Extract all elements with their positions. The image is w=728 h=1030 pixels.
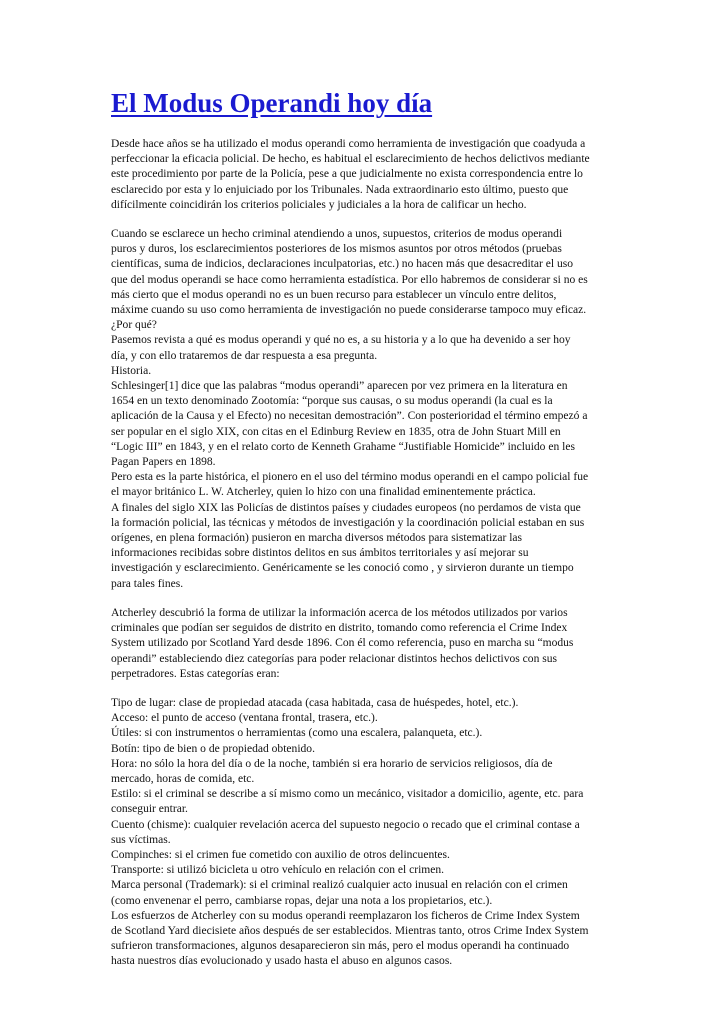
paragraph-gap: [111, 682, 623, 696]
text-line: puros y duros, los esclarecimientos posteriores de los mismos asuntos por otros métodos (pruebas: [111, 243, 562, 256]
text-line: Pagan Papers en 1898.: [111, 456, 216, 469]
text-line: investigación y esclarecimiento. Genéricamente se les conoció como , y sirvieron durante un tiempo: [111, 562, 574, 575]
text-line: Cuando se esclarece un hecho criminal atendiendo a unos, supuestos, criterios de modus operandi: [111, 228, 563, 241]
text-line: sufrieron transformaciones, algunos desaparecieron sin más, pero el modus operandi ha continuado: [111, 940, 570, 953]
text-line: día, y con ello trataremos de dar respuesta a esa pregunta.: [111, 349, 378, 362]
text-line: Cuento (chisme): cualquier revelación acerca del supuesto negocio o recado que el criminal contase a: [111, 818, 580, 831]
paragraph-gap: [111, 592, 623, 606]
text-line: hasta nuestros días evolucionado y usado hasta el abuso en algunos casos.: [111, 955, 453, 968]
text-line: 1654 en un texto denominado Zootomía: “porque sus causas, o su modus operandi (la cual es la: [111, 395, 553, 408]
text-line: Acceso: el punto de acceso (ventana frontal, trasera, etc.).: [111, 712, 378, 725]
text-line: ser popular en el siglo XIX, con citas en el Edinburg Review en 1835, otra de John Stuart Mill en: [111, 425, 561, 438]
text-line: Atcherley descubrió la forma de utilizar la información acerca de los métodos utilizados por varios: [111, 606, 568, 619]
text-line: Hora: no sólo la hora del día o de la noche, también si era horario de servicios religiosos, día de: [111, 757, 553, 770]
text-line: Pasemos revista a qué es modus operandi y qué no es, a su historia y a lo que ha devenido a ser hoy: [111, 334, 571, 347]
text-line: de Scotland Yard diecisiete años después de ser establecidos. Mientras tanto, otros Crime Index System: [111, 924, 589, 937]
text-line: máxime cuando su uso como herramienta de investigación no puede considerarse tampoco muy eficaz.: [111, 304, 587, 317]
text-line: que del modus operandi se hace como herramienta estadística. Por ello habremos de considerar si no es: [111, 273, 588, 286]
text-line: Pero esta es la parte histórica, el pionero en el uso del término modus operandi en el campo policial fue: [111, 471, 589, 484]
text-line: más cierto que el modus operandi no es un buen recurso para establecer un vínculo entre delitos,: [111, 288, 557, 301]
text-line: orígenes, en plena formación) pusieron en marcha diversos métodos para sistematizar las: [111, 532, 523, 545]
document-page: [111, 86, 623, 970]
text-line: perfeccionar la eficacia policial. De hecho, es habitual el esclarecimiento de hechos delictivos mediante: [111, 153, 590, 166]
text-line: A finales del siglo XIX las Policías de distintos países y ciudades europeos (no perdamos de vista que: [111, 501, 581, 514]
text-line: la formación policial, las técnicas y métodos de investigación y la coordinación policial estaban en sus: [111, 516, 585, 529]
document-body: [111, 137, 623, 970]
text-line: Útiles: si con instrumentos o herramientas (como una escalera, palanqueta, etc.).: [111, 727, 483, 740]
text-line: aplicación de la Causa y el Efecto) no necesitan demostración”. Con posterioridad el término empezó a: [111, 410, 588, 423]
text-line: (como envenenar el perro, cambiarse ropas, dejar una nota a los propietarios, etc.).: [111, 894, 493, 907]
text-line: el mayor británico L. W. Atcherley, quien lo hizo con una finalidad eminentemente práctica.: [111, 486, 536, 499]
text-line: conseguir entrar.: [111, 803, 188, 816]
text-line: ¿Por qué?: [111, 319, 157, 332]
text-line: Los esfuerzos de Atcherley con su modus operandi reemplazaron los ficheros de Crime Index System: [111, 909, 580, 922]
text-line: Marca personal (Trademark): si el criminal realizó cualquier acto inusual en relación con el crimen: [111, 879, 568, 892]
text-line: Estilo: si el criminal se describe a sí mismo como un mecánico, visitador a domicilio, agente, etc. para: [111, 788, 584, 801]
paragraph-gap: [111, 213, 623, 227]
text-line: Tipo de lugar: clase de propiedad atacada (casa habitada, casa de huéspedes, hotel, etc.).: [111, 696, 519, 709]
text-line: sus víctimas.: [111, 833, 171, 846]
text-line: difícilmente coincidirán los criterios policiales y judiciales a la hora de calificar un hecho.: [111, 198, 527, 211]
text-line: este procedimiento por parte de la Policía, pese a que judicialmente no exista correspondencia entre lo: [111, 168, 583, 181]
text-line: criminales que podían ser seguidos de distrito en distrito, tomando como referencia el Crime Index: [111, 622, 568, 635]
text-line: Historia.: [111, 364, 152, 377]
text-line: científicas, suma de indicios, declaraciones inculpatorias, etc.) no hacen más que desacreditar el uso: [111, 258, 574, 271]
document-title[interactable]: El Modus Operandi hoy día: [111, 88, 433, 118]
text-line: perpetradores. Estas categorías eran:: [111, 667, 280, 680]
text-line: Schlesinger[1] dice que las palabras “modus operandi” aparecen por vez primera en la literatura en: [111, 380, 568, 393]
text-line: esclarecido por esta y lo enjuiciado por los Tribunales. Nada extraordinario esto último, puesto que: [111, 183, 569, 196]
text-line: para tales fines.: [111, 577, 184, 590]
text-line: Compinches: si el crimen fue cometido con auxilio de otros delincuentes.: [111, 848, 450, 861]
text-line: mercado, horas de comida, etc.: [111, 772, 255, 785]
text-line: informaciones recibidas sobre distintos delitos en sus ámbitos territoriales y así mejorar su: [111, 547, 529, 560]
text-line: Transporte: si utilizó bicicleta u otro vehículo en relación con el crimen.: [111, 864, 445, 877]
text-line: System utilizado por Scotland Yard desde 1896. Con él como referencia, puso en marcha su “modus: [111, 637, 574, 650]
text-line: “Logic III” en 1843, y en el relato corto de Kenneth Grahame “Justifiable Homicide” incluido en les: [111, 440, 575, 453]
text-line: Desde hace años se ha utilizado el modus operandi como herramienta de investigación que coadyuda a: [111, 138, 586, 150]
text-line: Botín: tipo de bien o de propiedad obtenido.: [111, 742, 315, 755]
text-line: operandi” estableciendo diez categorías para poder relacionar distintos hechos delictivos con sus: [111, 652, 557, 665]
